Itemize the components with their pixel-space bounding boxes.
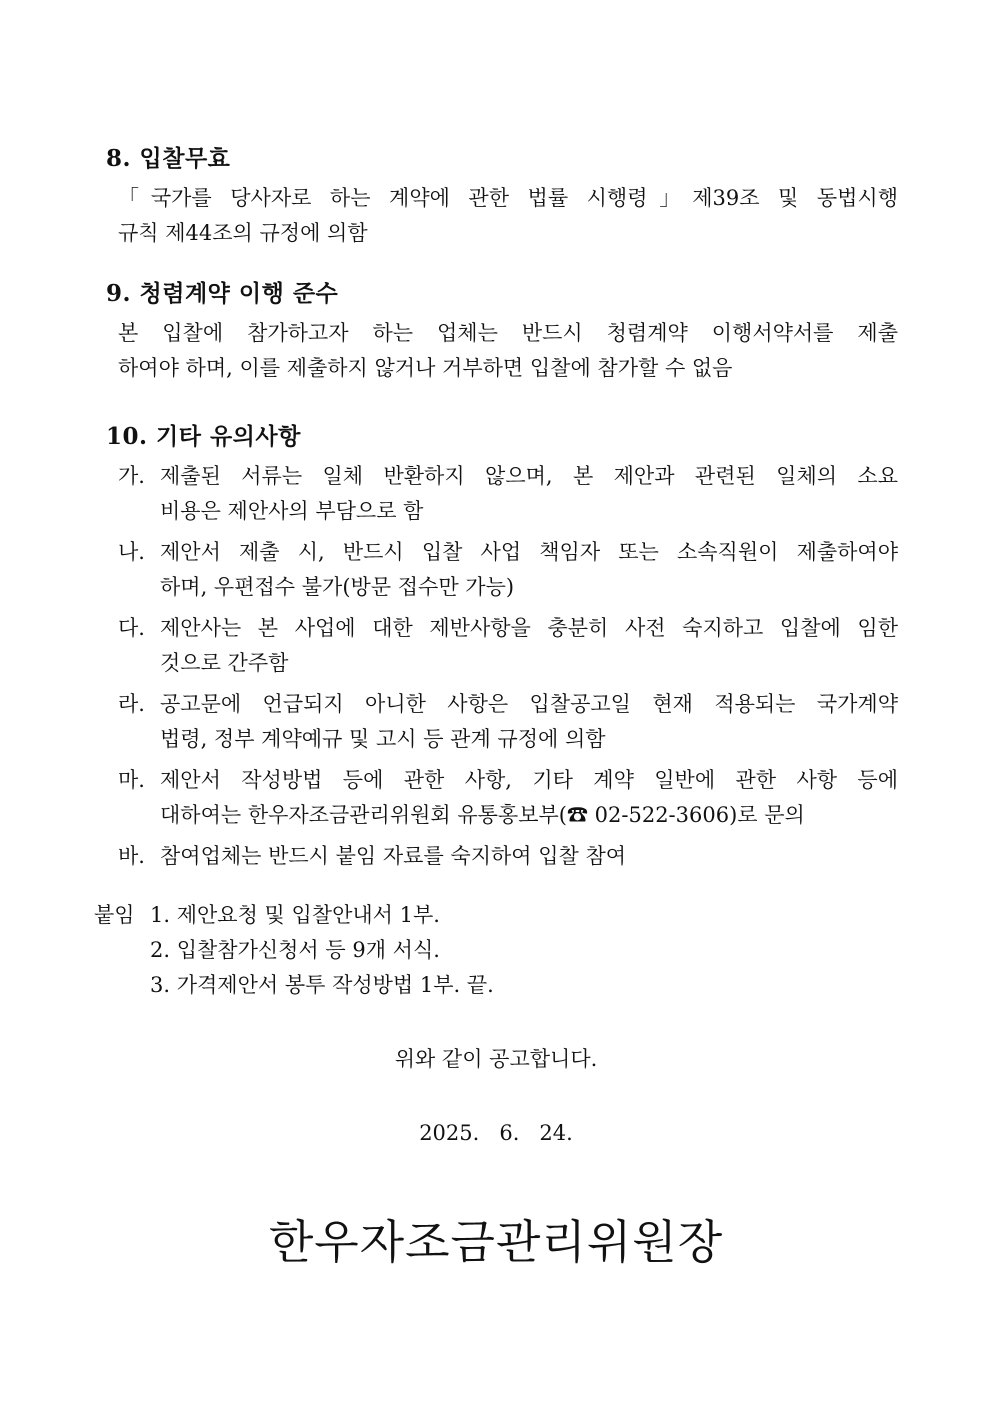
section-9-line-2: 하여야 하며, 이를 제출하지 않거나 거부하면 입찰에 참가할 수 없음 bbox=[118, 356, 733, 380]
announcement-date: 2025. 6. 24. bbox=[419, 1121, 573, 1145]
item-marker: 라. bbox=[118, 692, 145, 716]
item-line: 제출된 서류는 일체 반환하지 않으며, 본 제안과 관련된 일체의 소요 bbox=[160, 464, 898, 488]
item-line: 법령, 정부 계약예규 및 고시 등 관계 규정에 의함 bbox=[160, 727, 606, 751]
attachments-label: 붙임 bbox=[94, 903, 135, 927]
attachment-item-1: 1. 제안요청 및 입찰안내서 1부. bbox=[150, 903, 440, 927]
section-9-body bbox=[118, 316, 898, 386]
item-line: 제안서 작성방법 등에 관한 사항, 기타 계약 일반에 관한 사항 등에 bbox=[160, 768, 898, 792]
section-8-line-2: 규칙 제44조의 규정에 의함 bbox=[118, 221, 368, 245]
section-10-heading: 10. 기타 유의사항 bbox=[106, 423, 301, 450]
issuer-signature: 한우자조금관리위원장 bbox=[268, 1215, 724, 1269]
section-8-body bbox=[118, 181, 898, 251]
item-line: 제안사는 본 사업에 대한 제반사항을 충분히 사전 숙지하고 입찰에 임한 bbox=[160, 616, 898, 640]
item-marker: 다. bbox=[118, 616, 145, 640]
item-marker: 마. bbox=[118, 768, 145, 792]
attachment-item-2: 2. 입찰참가신청서 등 9개 서식. bbox=[150, 938, 440, 962]
attachment-item-3: 3. 가격제안서 봉투 작성방법 1부. 끝. bbox=[150, 973, 494, 997]
section-9-heading: 9. 청렴계약 이행 준수 bbox=[106, 280, 339, 307]
item-line: 제안서 제출 시, 반드시 입찰 사업 책임자 또는 소속직원이 제출하여야 bbox=[160, 540, 898, 564]
section-8-line-1: 「국가를 당사자로 하는 계약에 관한 법률 시행령」제39조 및 동법시행 bbox=[118, 186, 898, 210]
item-line: 참여업체는 반드시 붙임 자료를 숙지하여 입찰 참여 bbox=[160, 844, 627, 868]
closing-statement: 위와 같이 공고합니다. bbox=[394, 1047, 598, 1071]
item-line: 하며, 우편접수 불가(방문 접수만 가능) bbox=[160, 575, 515, 599]
item-line: 것으로 간주함 bbox=[160, 651, 289, 675]
item-line: 대하여는 한우자조금관리위원회 유통홍보부(☎ 02-522-3606)로 문의 bbox=[160, 803, 805, 827]
section-9-line-1: 본 입찰에 참가하고자 하는 업체는 반드시 청렴계약 이행서약서를 제출 bbox=[118, 321, 898, 345]
item-marker: 나. bbox=[118, 540, 145, 564]
item-marker: 가. bbox=[118, 464, 145, 488]
item-line: 비용은 제안사의 부담으로 함 bbox=[160, 499, 424, 523]
item-marker: 바. bbox=[118, 844, 145, 868]
item-line: 공고문에 언급되지 아니한 사항은 입찰공고일 현재 적용되는 국가계약 bbox=[160, 692, 898, 716]
section-8-heading: 8. 입찰무효 bbox=[106, 145, 231, 172]
